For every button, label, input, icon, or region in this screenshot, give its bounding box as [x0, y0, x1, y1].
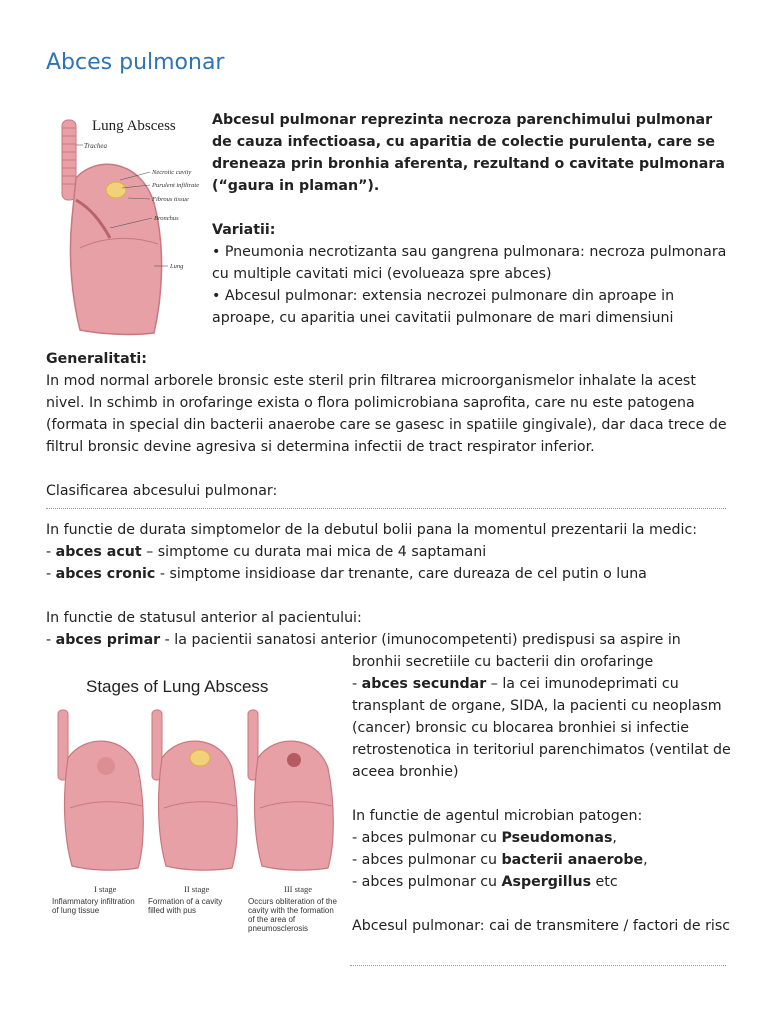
cai-heading: Abcesul pulmonar: cai de transmitere / factori de risc [352, 918, 731, 934]
clasificare-heading: Clasificarea abcesului pulmonar: [46, 483, 278, 499]
label-bronchus: Bronchus [154, 215, 179, 222]
lung-abscess-figure [50, 108, 200, 340]
stage3-lung [248, 710, 333, 870]
generalitati-heading: Generalitati: [46, 351, 147, 367]
page-title: Abces pulmonar [46, 50, 225, 75]
figure2-title: Stages of Lung Abscess [86, 677, 269, 696]
variatii-item-1: • Pneumonia necrotizanta sau gangrena pulmonara: necroza pulmonara cu multiple cavitati mici (evolueaza spre abces) [212, 244, 727, 282]
durata-item-acut: - abces acut – simptome cu durata mai mica de 4 saptamani [46, 544, 487, 560]
label-lung: Lung [170, 263, 184, 270]
trachea-shape [62, 120, 76, 200]
divider-2 [350, 965, 726, 966]
stage1-caption: Inflammatory infiltration of lung tissue [52, 897, 135, 915]
status-primar-cont: bronhii secretiile cu bacterii din orofaringe [352, 654, 654, 670]
status-primar: - abces primar - la pacientii sanatosi anterior (imunocompetenti) predispusi sa aspire in [46, 632, 681, 648]
label-trachea: Trachea [84, 142, 107, 150]
definition-text: Abcesul pulmonar reprezinta necroza parenchimului pulmonar de cauza infectioasa, cu aparitia de colectie purulenta, care se dreneaza prin bronhia aferenta, rezultand o cavitate pulmonara (“gaura in plaman”). [212, 112, 725, 194]
label-necrotic: Necrotic cavity [152, 169, 192, 176]
agent-item-pseudomonas: - abces pulmonar cu Pseudomonas, [352, 830, 617, 846]
status-secundar: - abces secundar – la cei imunodeprimati cu transplant de organe, SIDA, la pacienti cu neoplasm (cancer) bronsic cu blocarea bronhiei si infectie retrostenotica in teritoriul parenchimatos (ventilat de aceea bronhie) [352, 676, 731, 780]
intro-section [212, 109, 732, 329]
stage3-caption: Occurs obliteration of the cavity with the formation of the area of pneumosclerosis [248, 897, 337, 933]
figure1-title: Lung Abscess [92, 118, 176, 134]
variatii-heading: Variatii: [212, 222, 276, 238]
label-purulent: Purulent infiltrate [152, 182, 200, 189]
agent-item-aspergillus: - abces pulmonar cu Aspergillus etc [352, 874, 618, 890]
label-fibrous: Fibrous tissue [152, 196, 189, 203]
stage3-name: III stage [284, 884, 313, 894]
stage2-lung [152, 710, 237, 870]
divider-1 [46, 508, 726, 509]
generalitati-text: In mod normal arborele bronsic este steril prin filtrarea microorganismelor inhalate la acest nivel. In schimb in orofaringe exista o flora polimicrobiana saprofita, care nu este patogena (formata in special din bacterii anaerobe care se gasesc in spatiile gingivale), dar daca trece de filtrul bronsic devine agresiva si determina infectii de tract respirator inferior. [46, 373, 727, 455]
variatii-item-2: • Abcesul pulmonar: extensia necrozei pulmonare din aproape in aproape, cu aparitia unei cavitatii pulmonare de mari dimensiuni [212, 288, 675, 326]
lung-abscess-illustration [50, 108, 200, 340]
durata-item-cronic: - abces cronic - simptome insidioase dar trenante, care dureaza de cel putin o luna [46, 566, 647, 582]
stage2-name: II stage [184, 884, 210, 894]
stage1-lung [58, 710, 143, 870]
stages-figure [48, 668, 340, 944]
durata-intro: In functie de durata simptomelor de la debutul bolii pana la momentul prezentarii la medic: [46, 522, 698, 538]
secundar-section [352, 651, 732, 937]
stage1-name: I stage [94, 884, 117, 894]
generalitati-section [46, 348, 736, 502]
agent-intro: In functie de agentul microbian patogen: [352, 808, 643, 824]
agent-item-anaerobe: - abces pulmonar cu bacterii anaerobe, [352, 852, 648, 868]
durata-section [46, 519, 736, 651]
necrotic-cavity-shape [106, 182, 126, 198]
status-intro: In functie de statusul anterior al pacientului: [46, 610, 362, 626]
stage2-caption: Formation of a cavity filled with pus [148, 897, 223, 915]
